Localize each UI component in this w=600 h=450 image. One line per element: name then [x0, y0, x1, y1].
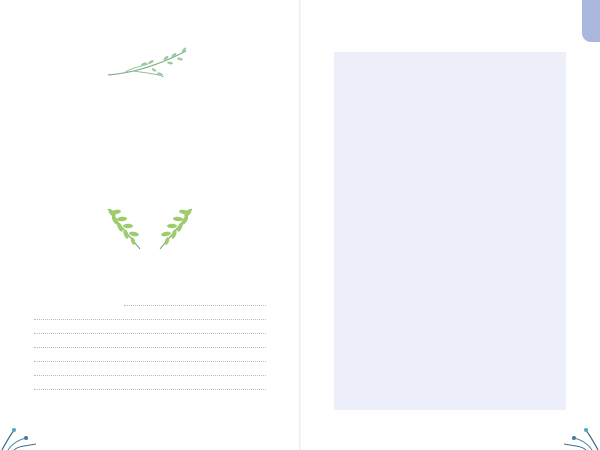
writing-line[interactable] [34, 361, 266, 362]
writing-line[interactable] [34, 319, 266, 320]
writing-line[interactable] [34, 389, 266, 390]
writing-line[interactable] [34, 375, 266, 376]
index-tab[interactable] [582, 0, 600, 42]
writing-line[interactable] [124, 305, 266, 306]
writing-line[interactable] [34, 333, 266, 334]
writing-line[interactable] [34, 347, 266, 348]
corner-plant-right-icon [560, 426, 600, 450]
personal-notes-box[interactable] [334, 52, 566, 410]
page-gutter [299, 0, 301, 450]
leaf-branches-illustration [104, 203, 196, 253]
corner-plant-left-icon [0, 426, 40, 450]
sprig-illustration [104, 47, 190, 83]
